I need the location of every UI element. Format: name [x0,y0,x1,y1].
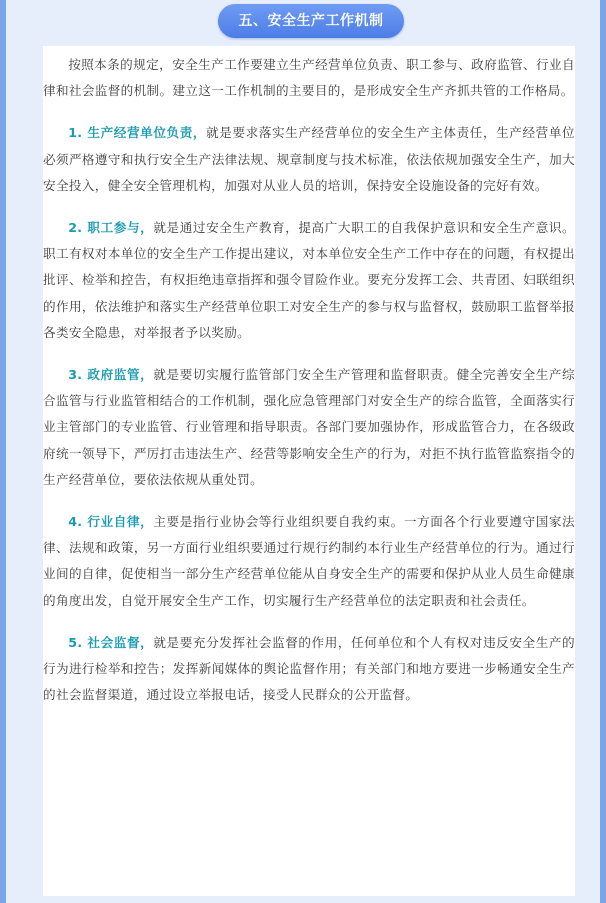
paragraph-text: 按照本条的规定，安全生产工作要建立生产经营单位负责、职工参与、政府监管、行业自律和社会监督的机制。建立这一工作机制的主要目的，是形成安全生产齐抓共管的工作格局。 [43,57,575,99]
page-frame [6,0,600,903]
paragraph-heading: 4. 行业自律， [68,514,154,530]
paragraph-text: 就是要求落实生产经营单位的安全生产主体责任，生产经营单位必须严格遵守和执行安全生产法律法规、规章制度与技术标准，依法依规加强安全生产，加大安全投入，健全安全管理机构，加强对从业人员的培训，保持安全设施设备的完好有效。 [43,125,575,193]
paragraph-heading: 2. 职工参与， [68,220,154,236]
paragraph-worker-participation [43,215,575,346]
paragraph-text: 就是要切实履行监管部门安全生产管理和监督职责。健全完善安全生产综合监管与行业监管相结合的工作机制，强化应急管理部门对安全生产的综合监管，全面落实行业主管部门的专业监管、行业管理和指导职责。各部门要加强协作，形成监管合力，在各级政府统一领导下，严厉打击违法生产、经营等影响安全生产的行为，对拒不执行监管监察指令的生产经营单位，要依法依规从重处罚。 [43,367,576,487]
paragraph-heading: 3. 政府监管， [68,367,154,383]
section-title-badge: 五、安全生产工作机制 [218,4,404,38]
paragraph-industry-self-discipline [43,509,575,614]
paragraph-text: 主要是指行业协会等行业组织要自我约束。一方面各个行业要遵守国家法律、法规和政策，另一方面行业组织要通过行规行约制约本行业生产经营单位的行为。通过行业间的自律，促使相当一部分生产经营单位能从自身安全生产的需要和保护从业人员生命健康的角度出发，自觉开展安全生产工作，切实履行生产经营单位的法定职责和社会责任。 [43,514,576,608]
intro-paragraph [43,52,575,104]
paragraph-enterprise-responsibility [43,120,575,199]
paragraph-government-supervision [43,362,575,493]
article-body [43,46,575,896]
paragraph-social-supervision [43,630,575,709]
paragraph-text: 就是通过安全生产教育，提高广大职工的自我保护意识和安全生产意识。职工有权对本单位的安全生产工作提出建议，对本单位安全生产工作中存在的问题，有权提出批评、检举和控告，有权拒绝违章指挥和强令冒险作业。要充分发挥工会、共青团、妇联组织的作用，依法维护和落实生产经营单位职工对安全生产的参与权与监督权，鼓励职工监督举报各类安全隐患，对举报者予以奖励。 [43,220,576,340]
paragraph-text: 就是要充分发挥社会监督的作用，任何单位和个人有权对违反安全生产的行为进行检举和控告；发挥新闻媒体的舆论监督作用；有关部门和地方要进一步畅通安全生产的社会监督渠道，通过设立举报电话，接受人民群众的公开监督。 [43,634,576,703]
paragraph-heading: 1. 生产经营单位负责， [68,125,207,141]
paragraph-heading: 5. 社会监督， [68,634,154,650]
